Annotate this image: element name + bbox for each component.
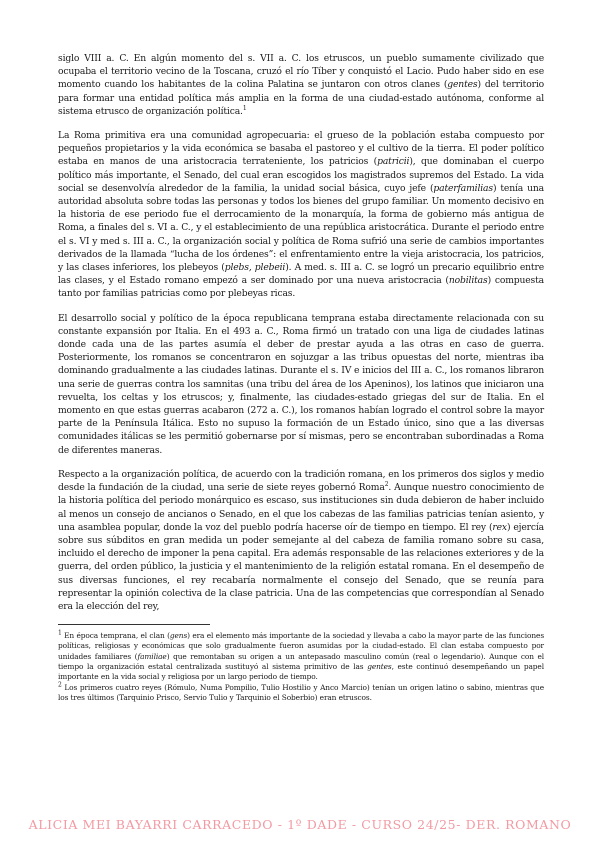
footnote: $^1$ En época temprana, el clan (gens) era el elemento más importante de la sociedad y llevaba a cabo la mayor parte de las funciones políticas, religiosas y económicas que solo gradualmente fueron asumidas por la ciudad-estado. El clan estaba compuesto por unidades familiares (familiae) que remontaban su origen a un antepasado masculino común (real o legendario). Aunque con el tiempo la organización estatal centralizada sustituyó al sistema primitivo de las gentes, este continuó desempeñando un papel importante en la vida social y religiosa por un largo periodo de tiempo.: [58, 629, 545, 681]
footnote-separator: [58, 624, 210, 625]
footnote-ref[interactable]: 2: [384, 481, 389, 489]
page-footer: ALICIA MEI BAYARRI CARRACEDO - 1º DADE - CURSO 24/25- DER. ROMANO: [28, 817, 572, 832]
footnote: $^2$ Los primeros cuatro reyes (Rómulo, Numa Pompilio, Tulio Hostilio y Anco Marcio) tenían un origen latino o sabino, mientras que los tres últimos (Tarquinio Prisco, Servio Tulio y Tarquinio el Soberbio) eran etruscos.: [58, 681, 544, 703]
paragraph: El desarrollo social y político de la época republicana temprana estaba directamente relacionada con su constante expansión por Italia. En el 493 a. C., Roma firmó un tratado con una liga de ciudades latinas donde cada una de las partes asumía el deber de prestar ayuda a las otras en caso de guerra. Posteriormente, los romanos se concentraron en sojuzgar a las tribus opuestas del norte, mientras iba dominando gradualmente a las ciudades latinas. Durante el s. IV e inicios del III a. C., los romanos libraron una serie de guerras contra los samnitas (una tribu del área de los Apeninos), los latinos que iniciaron una revuelta, los celtas y los etruscos; y, finalmente, las ciudades-estado griegas del sur de Italia. En el momento en que estas guerras acabaron (272 a. C.), los romanos habían logrado el control sobre la mayor parte de la Península Itálica. Esto no supuso la formación de un Estado único, sino que a las diversas comunidades itálicas se les permitió gobernarse por sí mismas, pero se encontraban subordinadas a Roma de diferentes maneras.: [58, 312, 544, 456]
paragraph: La Roma primitiva era una comunidad agropecuaria: el grueso de la población estaba compuesto por pequeños propietarios y la vida económica se basaba el pastoreo y el cultivo de la tierra. El poder político estaba en manos de una aristocracia terrateniente, los patricios (patricii), que dominaban el cuerpo político más importante, el Senado, del cual eran escogidos los magistrados supremos del Estado. La vida social se desenvolvía alrededor de la familia, la unidad social básica, cuyo jefe (paterfamilias) tenía una autoridad absoluta sobre todas las personas y todos los bienes del grupo familiar. Un momento decisivo en la historia de ese periodo fue el derrocamiento de la monarquía, la forma de gobierno más antigua de Roma, a finales del s. VI a. C., y el establecimiento de una república aristocrática. Durante el periodo entre el s. VI y med s. III a. C., la organización social y política de Roma sufrió una serie de cambios importantes derivados de la llamada “lucha de los órdenes”: el enfrentamiento entre la vieja aristocracia, los patricios, y las clases inferiores, los plebeyos (plebs, plebeii). A med. s. III a. C. se logró un precario equilibrio entre las clases, y el Estado romano empezó a ser dominado por una nueva aristocracia (nobilitas) compuesta tanto por familias patricias como por plebeyas ricas.: [58, 130, 545, 300]
paragraph: siglo VIII a. C. En algún momento del s. VII a. C. los etruscos, un pueblo sumamente civilizado que ocupaba el territorio vecino de la Toscana, cruzó el río Tíber y conquistó el Lacio. Pudo haber sido en ese momento cuando los habitantes de la colina Palatina se juntaron con otros clanes (gentes) del territorio para formar una entidad política más amplia en la forma de una ciudad-estado autónoma, conforme al sistema etrusco de organización política.$^1$: [58, 53, 544, 117]
paragraph: Respecto a la organización política, de acuerdo con la tradición romana, en los primeros dos siglos y medio desde la fundación de la ciudad, una serie de siete reyes gobernó Roma$^2$. Aunque nuestro conocimiento de la historia política del periodo monárquico es escaso, sus instituciones sin duda debieron de haber incluido al menos un consejo de ancianos o Senado, en el que los cabezas de las familias patricias tenían asiento, y una asamblea popular, donde la voz del pueblo podría hacerse oír de tiempo en tiempo. El rey (rex) ejercía sobre sus súbditos en gran medida un poder semejante al del cabeza de familia romano sobre su casa, incluido el derecho de imponer la pena capital. Era además responsable de las relaciones exteriores y de la guerra, del orden público, la justicia y el mantenimiento de la religión estatal romana. En el desempeño de sus diversas funciones, el rey recabaría normalmente el consejo del Senado, que se reunía para representar la opinión colectiva de la clase patricia. Una de las competencias que correspondían al Senado era la elección del rey,: [58, 468, 544, 612]
footnote-ref[interactable]: 1: [242, 104, 247, 112]
document-body: [58, 52, 544, 705]
